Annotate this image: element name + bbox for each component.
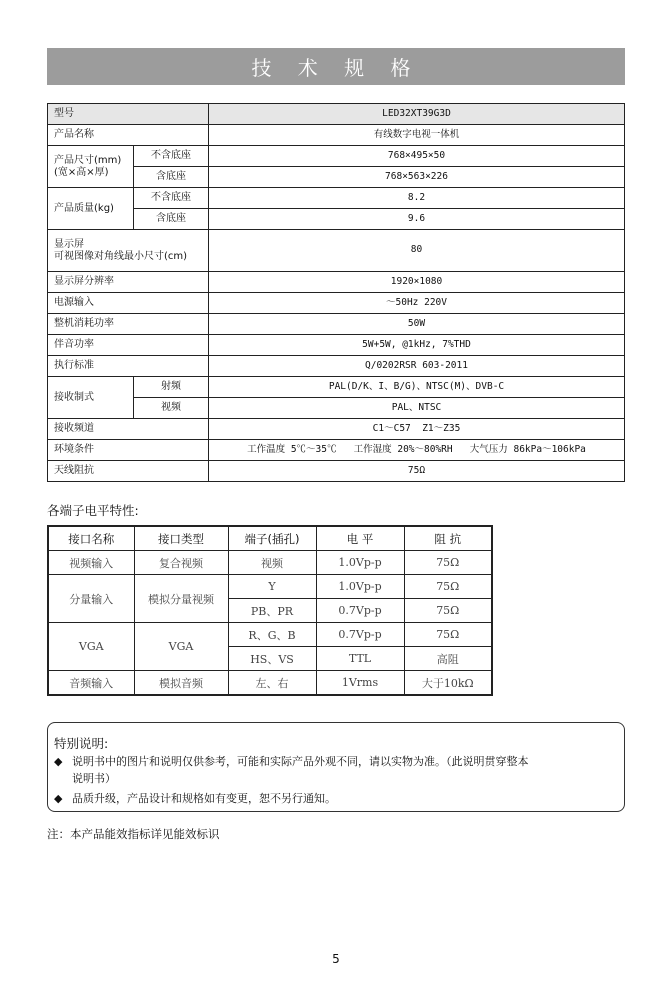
page-number: 5 [332, 952, 340, 966]
spec-value: PAL、NTSC [209, 398, 625, 419]
spec-value: 5W+5W, @1kHz, 7%THD [209, 335, 625, 356]
table-row [48, 356, 625, 377]
notes-title: 特别说明: [54, 736, 109, 751]
table-cell: Y [228, 575, 316, 599]
spec-value: ～50Hz 220V [209, 293, 625, 314]
special-notes-box [47, 722, 625, 812]
table-row [48, 623, 492, 647]
table-row [48, 293, 625, 314]
spec-value: 有线数字电视一体机 [209, 125, 625, 146]
spec-label-line: 可视图像对角线最小尺寸(cm) [54, 250, 188, 262]
column-header: 端子(插孔) [228, 526, 316, 551]
table-cell: 高阻 [404, 647, 492, 671]
table-cell: 75Ω [404, 575, 492, 599]
spec-label: 型号 [48, 104, 209, 125]
table-row [48, 419, 625, 440]
spec-value: 75Ω [209, 461, 625, 482]
table-cell: 75Ω [404, 599, 492, 623]
table-cell: 模拟音频 [134, 671, 228, 696]
table-cell: R、G、B [228, 623, 316, 647]
table-row [48, 188, 625, 209]
table-cell: 左、右 [228, 671, 316, 696]
spec-value: PAL(D/K、I、B/G)、NTSC(M)、DVB-C [209, 377, 625, 398]
spec-sublabel: 不含底座 [134, 146, 209, 167]
table-cell: 视频 [228, 551, 316, 575]
table-cell: PB、PR [228, 599, 316, 623]
table-cell: 75Ω [404, 551, 492, 575]
table-row [48, 146, 625, 167]
spec-label: 天线阻抗 [48, 461, 209, 482]
table-row [48, 551, 492, 575]
table-row [48, 398, 625, 419]
spec-value: 1920×1080 [209, 272, 625, 293]
table-row [48, 230, 625, 272]
table-row [48, 671, 492, 696]
column-header: 接口名称 [48, 526, 134, 551]
spec-label-line: 产品尺寸(mm) [54, 155, 122, 166]
spec-label: 执行标准 [48, 356, 209, 377]
spec-value: 768×495×50 [209, 146, 625, 167]
diamond-bullet-icon: ◆ [54, 792, 63, 805]
spec-label: 产品名称 [48, 125, 209, 146]
spec-label: 产品质量(kg) [48, 188, 134, 230]
spec-label: 接收频道 [48, 419, 209, 440]
table-cell: 视频输入 [48, 551, 134, 575]
spec-value: 9.6 [209, 209, 625, 230]
spec-sublabel: 含底座 [134, 209, 209, 230]
spec-value: 768×563×226 [209, 167, 625, 188]
table-cell: 75Ω [404, 623, 492, 647]
spec-label: 显示屏分辨率 [48, 272, 209, 293]
ports-table [47, 525, 493, 696]
spec-value: 工作温度 5℃～35℃ 工作湿度 20%～80%RH 大气压力 86kPa～106kPa [209, 440, 625, 461]
table-cell: 分量输入 [48, 575, 134, 623]
spec-label: 电源输入 [48, 293, 209, 314]
table-row [48, 272, 625, 293]
table-row [48, 125, 625, 146]
table-row [48, 377, 625, 398]
column-header: 电 平 [316, 526, 404, 551]
spec-label: 接收制式 [48, 377, 134, 419]
spec-label [48, 230, 209, 272]
energy-efficiency-note: 注：本产品能效指标详见能效标识 [47, 827, 220, 841]
table-row [48, 167, 625, 188]
spec-label: 整机消耗功率 [48, 314, 209, 335]
spec-label: 环境条件 [48, 440, 209, 461]
spec-sublabel: 含底座 [134, 167, 209, 188]
spec-label [48, 146, 134, 188]
table-row [48, 440, 625, 461]
note-text-continued: 说明书） [72, 772, 116, 785]
table-cell: 大于10kΩ [404, 671, 492, 696]
spec-label-line: (宽×高×厚) [54, 166, 109, 178]
spec-value: Q/0202RSR 603-2011 [209, 356, 625, 377]
note-item [54, 753, 616, 787]
page-title: 技 术 规 格 [47, 48, 625, 85]
table-cell: 1.0Vp-p [316, 551, 404, 575]
table-row [48, 575, 492, 599]
column-header: 接口类型 [134, 526, 228, 551]
spec-sublabel: 视频 [134, 398, 209, 419]
table-cell: VGA [48, 623, 134, 671]
spec-value: C1～C57 Z1～Z35 [209, 419, 625, 440]
table-cell: 音频输入 [48, 671, 134, 696]
table-cell: TTL [316, 647, 404, 671]
note-item [54, 790, 616, 807]
spec-value: 80 [209, 230, 625, 272]
diamond-bullet-icon: ◆ [54, 755, 63, 768]
spec-sublabel: 不含底座 [134, 188, 209, 209]
table-row [48, 209, 625, 230]
note-text: 说明书中的图片和说明仅供参考，可能和实际产品外观不同，请以实物为准。（此说明贯穿整本 [72, 755, 529, 768]
spec-value: 50W [209, 314, 625, 335]
spec-sublabel: 射频 [134, 377, 209, 398]
table-cell: 复合视频 [134, 551, 228, 575]
table-cell: 模拟分量视频 [134, 575, 228, 623]
spec-label: 伴音功率 [48, 335, 209, 356]
spec-value: LED32XT39G3D [209, 104, 625, 125]
table-row [48, 104, 625, 125]
note-text: 品质升级，产品设计和规格如有变更，恕不另行通知。 [72, 792, 336, 805]
column-header: 阻 抗 [404, 526, 492, 551]
spec-table [47, 103, 625, 482]
table-row [48, 335, 625, 356]
table-cell: VGA [134, 623, 228, 671]
table-cell: 0.7Vp-p [316, 623, 404, 647]
table-row [48, 314, 625, 335]
table-header-row [48, 526, 492, 551]
spec-label-line: 显示屏 [54, 239, 84, 250]
spec-value: 8.2 [209, 188, 625, 209]
table-cell: HS、VS [228, 647, 316, 671]
table-cell: 1.0Vp-p [316, 575, 404, 599]
table-row [48, 461, 625, 482]
table-cell: 0.7Vp-p [316, 599, 404, 623]
ports-section-title: 各端子电平特性: [47, 503, 139, 518]
table-cell: 1Vrms [316, 671, 404, 696]
